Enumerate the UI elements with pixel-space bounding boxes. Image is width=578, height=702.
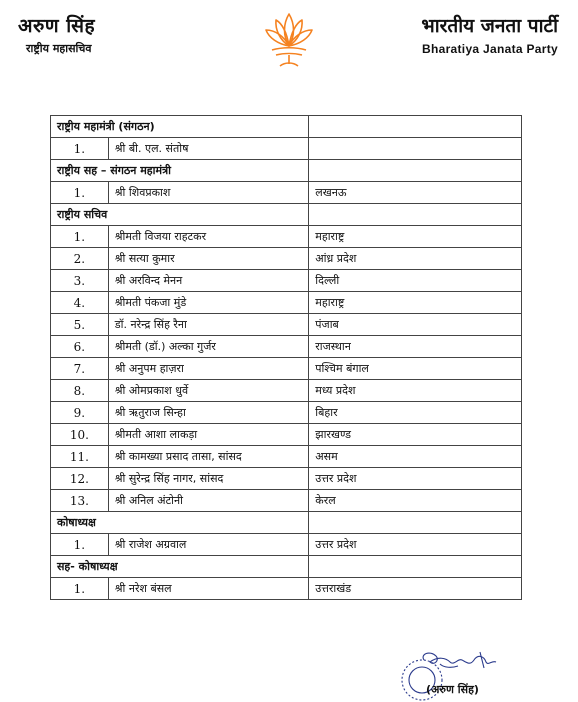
member-name: श्रीमती (डॉ.) अल्का गुर्जर bbox=[108, 336, 309, 358]
section-title: राष्ट्रीय सचिव bbox=[51, 204, 309, 226]
member-name: श्री सत्या कुमार bbox=[108, 248, 309, 270]
table-row bbox=[51, 380, 522, 402]
section-title: सह- कोषाध्यक्ष bbox=[51, 556, 309, 578]
member-state: राजस्थान bbox=[309, 336, 522, 358]
table-row bbox=[51, 182, 522, 204]
member-state: उत्तर प्रदेश bbox=[309, 468, 522, 490]
member-name: श्रीमती विजया राहटकर bbox=[108, 226, 309, 248]
serial-number: 1. bbox=[51, 182, 109, 204]
section-header-row bbox=[51, 116, 522, 138]
member-state: महाराष्ट्र bbox=[309, 226, 522, 248]
member-name: श्री शिवप्रकाश bbox=[108, 182, 309, 204]
serial-number: 8. bbox=[51, 380, 109, 402]
sender-name: अरुण सिंह bbox=[18, 15, 96, 37]
member-name: श्री कामख्या प्रसाद तासा, सांसद bbox=[108, 446, 309, 468]
roster-body bbox=[51, 116, 522, 600]
section-header-empty-cell bbox=[309, 204, 522, 226]
serial-number: 10. bbox=[51, 424, 109, 446]
member-name: श्रीमती पंकजा मुंडे bbox=[108, 292, 309, 314]
member-state: असम bbox=[309, 446, 522, 468]
member-state: बिहार bbox=[309, 402, 522, 424]
section-header-empty-cell bbox=[309, 556, 522, 578]
serial-number: 1. bbox=[51, 578, 109, 600]
serial-number: 4. bbox=[51, 292, 109, 314]
sender-title: राष्ट्रीय महासचिव bbox=[26, 42, 92, 55]
table-row bbox=[51, 534, 522, 556]
section-header-row bbox=[51, 204, 522, 226]
sender-block bbox=[18, 12, 95, 56]
section-title: राष्ट्रीय सह – संगठन महामंत्री bbox=[51, 160, 309, 182]
serial-number: 1. bbox=[51, 138, 109, 160]
section-header-row bbox=[51, 512, 522, 534]
table-row bbox=[51, 468, 522, 490]
table-row bbox=[51, 358, 522, 380]
serial-number: 12. bbox=[51, 468, 109, 490]
section-title: कोषाध्यक्ष bbox=[51, 512, 309, 534]
member-state: आंध्र प्रदेश bbox=[309, 248, 522, 270]
member-state: महाराष्ट्र bbox=[309, 292, 522, 314]
serial-number: 13. bbox=[51, 490, 109, 512]
serial-number: 1. bbox=[51, 226, 109, 248]
section-header-empty-cell bbox=[309, 116, 522, 138]
member-state: लखनऊ bbox=[309, 182, 522, 204]
member-state: पश्चिम बंगाल bbox=[309, 358, 522, 380]
member-name: श्री अरविन्द मेनन bbox=[108, 270, 309, 292]
member-state: उत्तर प्रदेश bbox=[309, 534, 522, 556]
lotus-icon bbox=[258, 6, 320, 72]
serial-number: 7. bbox=[51, 358, 109, 380]
office-bearers-table bbox=[50, 115, 522, 600]
member-state: दिल्ली bbox=[309, 270, 522, 292]
table-row bbox=[51, 292, 522, 314]
member-state: केरल bbox=[309, 490, 522, 512]
section-header-empty-cell bbox=[309, 160, 522, 182]
table-row bbox=[51, 314, 522, 336]
member-state: मध्य प्रदेश bbox=[309, 380, 522, 402]
table-row bbox=[51, 578, 522, 600]
serial-number: 11. bbox=[51, 446, 109, 468]
signatory-name: (अरुण सिंह) bbox=[426, 683, 479, 696]
member-name: श्री ओमप्रकाश धुर्वे bbox=[108, 380, 309, 402]
table-row bbox=[51, 248, 522, 270]
table-row bbox=[51, 336, 522, 358]
member-name: श्री नरेश बंसल bbox=[108, 578, 309, 600]
party-name-hindi: भारतीय जनता पार्टी bbox=[421, 15, 558, 37]
member-state: उत्तराखंड bbox=[309, 578, 522, 600]
section-header-empty-cell bbox=[309, 512, 522, 534]
table-row bbox=[51, 138, 522, 160]
table-row bbox=[51, 490, 522, 512]
serial-number: 2. bbox=[51, 248, 109, 270]
member-state bbox=[309, 138, 522, 160]
serial-number: 5. bbox=[51, 314, 109, 336]
member-name: श्री ऋतुराज सिन्हा bbox=[108, 402, 309, 424]
member-name: डॉ. नरेन्द्र सिंह रैना bbox=[108, 314, 309, 336]
section-header-row bbox=[51, 556, 522, 578]
table-row bbox=[51, 402, 522, 424]
section-title: राष्ट्रीय महामंत्री (संगठन) bbox=[51, 116, 309, 138]
member-name: श्री राजेश अग्रवाल bbox=[108, 534, 309, 556]
party-name-english: Bharatiya Janata Party bbox=[422, 42, 558, 56]
table-row bbox=[51, 424, 522, 446]
serial-number: 3. bbox=[51, 270, 109, 292]
member-name: श्री अनुपम हाज़रा bbox=[108, 358, 309, 380]
member-name: श्री बी. एल. संतोष bbox=[108, 138, 309, 160]
party-block bbox=[421, 12, 558, 56]
table-row bbox=[51, 270, 522, 292]
member-name: श्री सुरेन्द्र सिंह नागर, सांसद bbox=[108, 468, 309, 490]
serial-number: 1. bbox=[51, 534, 109, 556]
serial-number: 6. bbox=[51, 336, 109, 358]
section-header-row bbox=[51, 160, 522, 182]
member-state: झारखण्ड bbox=[309, 424, 522, 446]
table-row bbox=[51, 226, 522, 248]
table-row bbox=[51, 446, 522, 468]
member-name: श्रीमती आशा लाकड़ा bbox=[108, 424, 309, 446]
serial-number: 9. bbox=[51, 402, 109, 424]
member-name: श्री अनिल अंटोनी bbox=[108, 490, 309, 512]
member-state: पंजाब bbox=[309, 314, 522, 336]
